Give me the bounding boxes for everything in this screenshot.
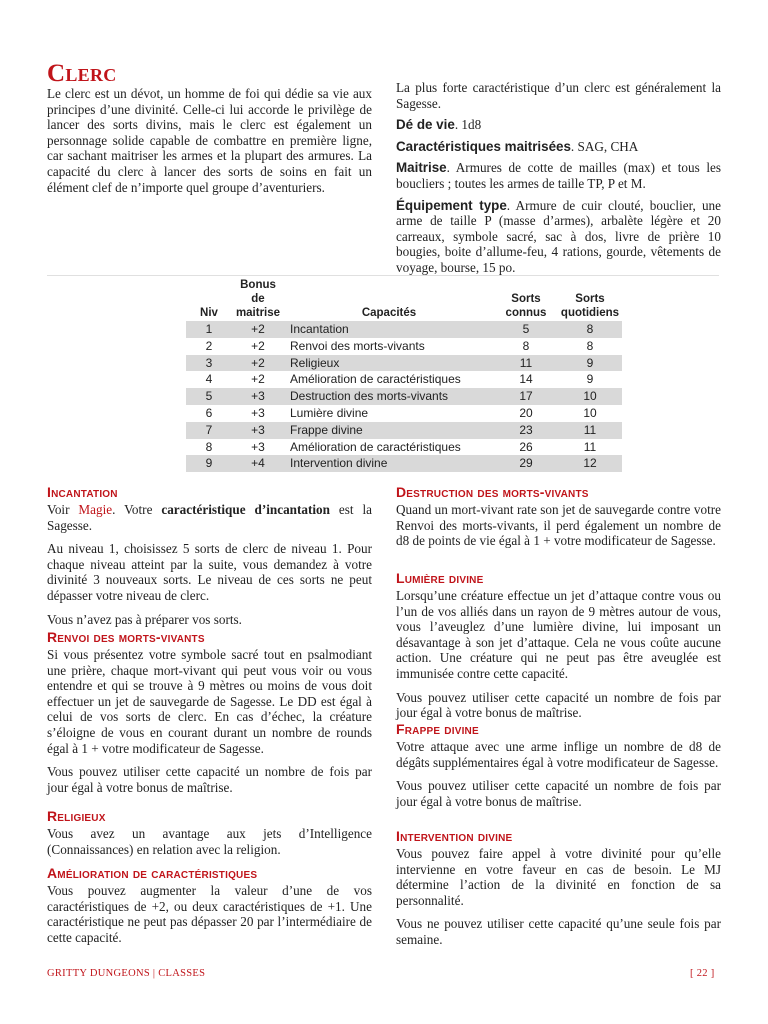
class-stats [396,80,721,282]
cell-known: 14 [519,372,533,387]
header-level: Niv [200,307,218,319]
cell-level: 7 [186,422,232,439]
mastery-value: . Armures de cotte de mailles (max) et tous les boucliers ; toutes les armes de taille TP, P et M. [396,160,721,191]
cell-bonus: +3 [232,422,284,439]
incantation-paragraph-2: Au niveau 1, choisissez 5 sorts de clerc de niveau 1. Pour chaque niveau atteint par la suite, vous demandez à votre divinité 3 nouveaux sorts. Le niveau de ces sorts ne peut dépasser votre niveau de clerc. [47,541,372,603]
cell-known: 20 [519,406,533,421]
destruction-paragraph-1: Quand un mort-vivant rate son jet de sauvegarde contre votre Renvoi des morts-vivants, il perd également un nombre de d8 de points de vie égal à 1 + votre modificateur de Sagesse. [396,502,721,549]
section-incantation [47,484,372,635]
section-divider [47,275,719,276]
page-title: Clerc [47,60,117,87]
cell-level: 1 [186,321,232,338]
cell-ability: Intervention divine [284,455,494,472]
cell-daily: 9 [558,355,622,372]
table-row [186,371,622,388]
cell-bonus: +2 [251,372,265,387]
table-row [186,338,622,355]
cell-known: 8 [522,338,530,353]
section-renvoi [47,629,372,803]
header-known-spells: Sorts connus [505,293,547,319]
lumiere-paragraph-2: Vous pouvez utiliser cette capacité un nombre de fois par jour égal à votre bonus de maîtrise. [396,689,721,721]
incantation-paragraph-1 [47,502,372,533]
section-title-destruction: Destruction des morts-vivants [396,484,589,500]
table-row [186,321,622,338]
section-amelioration [47,865,372,953]
incantation-paragraph-3: Vous n’avez pas à préparer vos sorts. [47,611,242,627]
section-lumiere [396,570,721,729]
cell-level: 3 [186,355,232,372]
mastery-label: Maitrise [396,160,447,176]
cell-daily: 8 [586,338,594,353]
table-row [186,422,622,439]
equipment-label: Équipement type [396,197,507,213]
cell-known: 26 [519,439,533,454]
section-religieux [47,808,372,865]
cell-known: 5 [494,321,558,338]
cell-ability: Religieux [284,355,494,372]
cell-bonus: +3 [251,439,265,454]
cell-bonus: +3 [251,406,265,421]
renvoi-paragraph-2: Vous pouvez utiliser cette capacité un nombre de fois par jour égal à votre bonus de maîtrise. [47,764,372,795]
table-header-row [186,278,622,321]
section-title-amelioration: Amélioration de caractéristiques [47,865,258,881]
table-row [186,405,622,422]
saves-stat [396,139,721,155]
header-mastery-bonus: Bonus de maitrise [235,279,281,319]
cell-bonus: +2 [251,338,265,353]
frappe-paragraph-1: Votre attaque avec une arme inflige un nombre de d8 de dégâts supplémentaires égal à votre modificateur de Sagesse. [396,739,721,770]
cell-ability: Frappe divine [284,422,494,439]
hit-die-stat [396,117,721,133]
cell-level: 5 [186,388,232,405]
cell-level: 8 [205,439,213,454]
intervention-paragraph-1: Vous pouvez faire appel à votre divinité pour qu’elle intervienne en votre faveur en cas de besoin. Le MJ détermine l’action de la divinité en fonction de sa personnalité. [396,846,721,908]
section-title-intervention: Intervention divine [396,828,513,844]
table-row [186,455,622,472]
cell-ability: Amélioration de caractéristiques [290,372,461,387]
section-intervention [396,828,721,956]
main-ability-text: La plus forte caractéristique d’un clerc est généralement la Sagesse. [396,80,721,111]
text-run: est la Sagesse. [47,502,372,533]
lumiere-paragraph-1: Lorsqu’une créature effectue un jet d’attaque contre vous ou l’un de vos alliés dans un rayon de 9 mètres autour de vous, vous l’aveuglez d’une lumière divine, lui imposant un désavantage à son jet d’attaque. Cela ne vous coûte aucune action. Une créature qui ne peut pas être aveuglée est immunisée contre cette capacité. [396,588,721,681]
section-title-incantation: Incantation [47,484,118,500]
saves-value: . SAG, CHA [570,138,639,154]
cell-daily: 10 [583,406,597,421]
cell-bonus: +3 [232,388,284,405]
header-daily-spells: Sorts quotidiens [560,293,620,319]
level-progression-table [186,278,622,472]
saves-label: Caractéristiques maitrisées [396,138,571,154]
footer-running-title: GRITTY DUNGEONS | CLASSES [47,968,206,979]
equipment-stat [396,198,721,276]
section-title-lumiere: Lumière divine [396,570,484,586]
cell-daily: 10 [558,388,622,405]
renvoi-paragraph-1: Si vous présentez votre symbole sacré tout en psalmodiant une prière, chaque mort-vivant qui peut vous voir ou vous entendre et qui se trouve à 9 mètres ou moins de vous doit effectuer un jet de sauvegarde de Sagesse. Le DD est égal à celui de vos sorts de clerc. En cas d’échec, la créature s’éloigne de vous en courant durant un nombre de rounds égal à 1 + votre modificateur de Sagesse. [47,647,372,756]
table-row [186,388,622,405]
intro-paragraph: Le clerc est un dévot, un homme de foi qui dédie sa vie aux principes d’une divinité. Celle-ci lui accorde le privilège de lancer des sorts divins, mais le clerc est également un personnage solide capable de combattre en première ligne, car sachant maitriser les armes et la plupart des armures. La capacité du clerc à lancer des sorts de soins en fait un élément clef de n’importe quel groupe d’aventuriers. [47,86,372,195]
amelioration-paragraph-1: Vous pouvez augmenter la valeur d’une de vos caractéristiques de +2, ou deux caractéristiques de +1. Une caractéristique ne peut pas dépasser 20 par l’intermédiaire de cette capacité. [47,883,372,945]
cell-ability: Lumière divine [290,406,369,421]
cell-ability: Renvoi des morts-vivants [290,338,425,353]
cell-bonus: +2 [232,355,284,372]
cell-daily: 9 [586,372,594,387]
footer-page-number: [ 22 ] [690,968,715,979]
cell-level: 6 [205,406,213,421]
equipment-value: . Armure de cuir clouté, bouclier, une arme de taille P (masse d’armes), arbalète légère et 20 carreaux, symbole sacré, sac à dos, livre de prière 10 bougies, boite d’allume-feu, 4 rations, gourde, vêtements de voyage, bourse, 15 po. [396,197,721,275]
cell-bonus: +2 [232,321,284,338]
section-title-religieux: Religieux [47,808,106,824]
religieux-paragraph-1: Vous avez un avantage aux jets d’Intelligence (Connaissances) en relation avec la religion. [47,826,372,857]
frappe-paragraph-2: Vous pouvez utiliser cette capacité un nombre de fois par jour égal à votre bonus de maîtrise. [396,778,721,809]
cell-known: 11 [494,355,558,372]
text-run: . Votre [112,502,162,517]
cell-daily: 8 [558,321,622,338]
cell-ability: Amélioration de caractéristiques [290,439,461,454]
table-row [186,439,622,456]
cell-known: 23 [494,422,558,439]
cell-ability: Incantation [284,321,494,338]
hit-die-label: Dé de vie [396,117,455,133]
cell-bonus: +4 [232,455,284,472]
cell-level: 9 [186,455,232,472]
section-title-frappe: Frappe divine [396,721,479,737]
cell-level: 2 [205,338,213,353]
mastery-stat [396,160,721,191]
cell-ability: Destruction des morts-vivants [284,388,494,405]
cell-known: 17 [494,388,558,405]
magie-link[interactable]: Magie [78,502,113,517]
hit-die-value: . 1d8 [454,117,482,133]
intro-column [47,86,372,195]
cell-daily: 11 [583,439,597,454]
cell-level: 4 [205,372,213,387]
intervention-paragraph-2: Vous ne pouvez utiliser cette capacité qu’une seule fois par semaine. [396,916,721,947]
cell-known: 29 [494,455,558,472]
section-frappe [396,721,721,817]
cell-daily: 12 [558,455,622,472]
text-run-bold: caractéristique d’incantation [161,502,330,517]
section-title-renvoi: Renvoi des morts-vivants [47,629,205,645]
cell-daily: 11 [558,422,622,439]
table-row [186,355,622,372]
section-destruction [396,484,721,557]
text-run: Voir [47,502,79,517]
header-abilities: Capacités [361,307,417,319]
